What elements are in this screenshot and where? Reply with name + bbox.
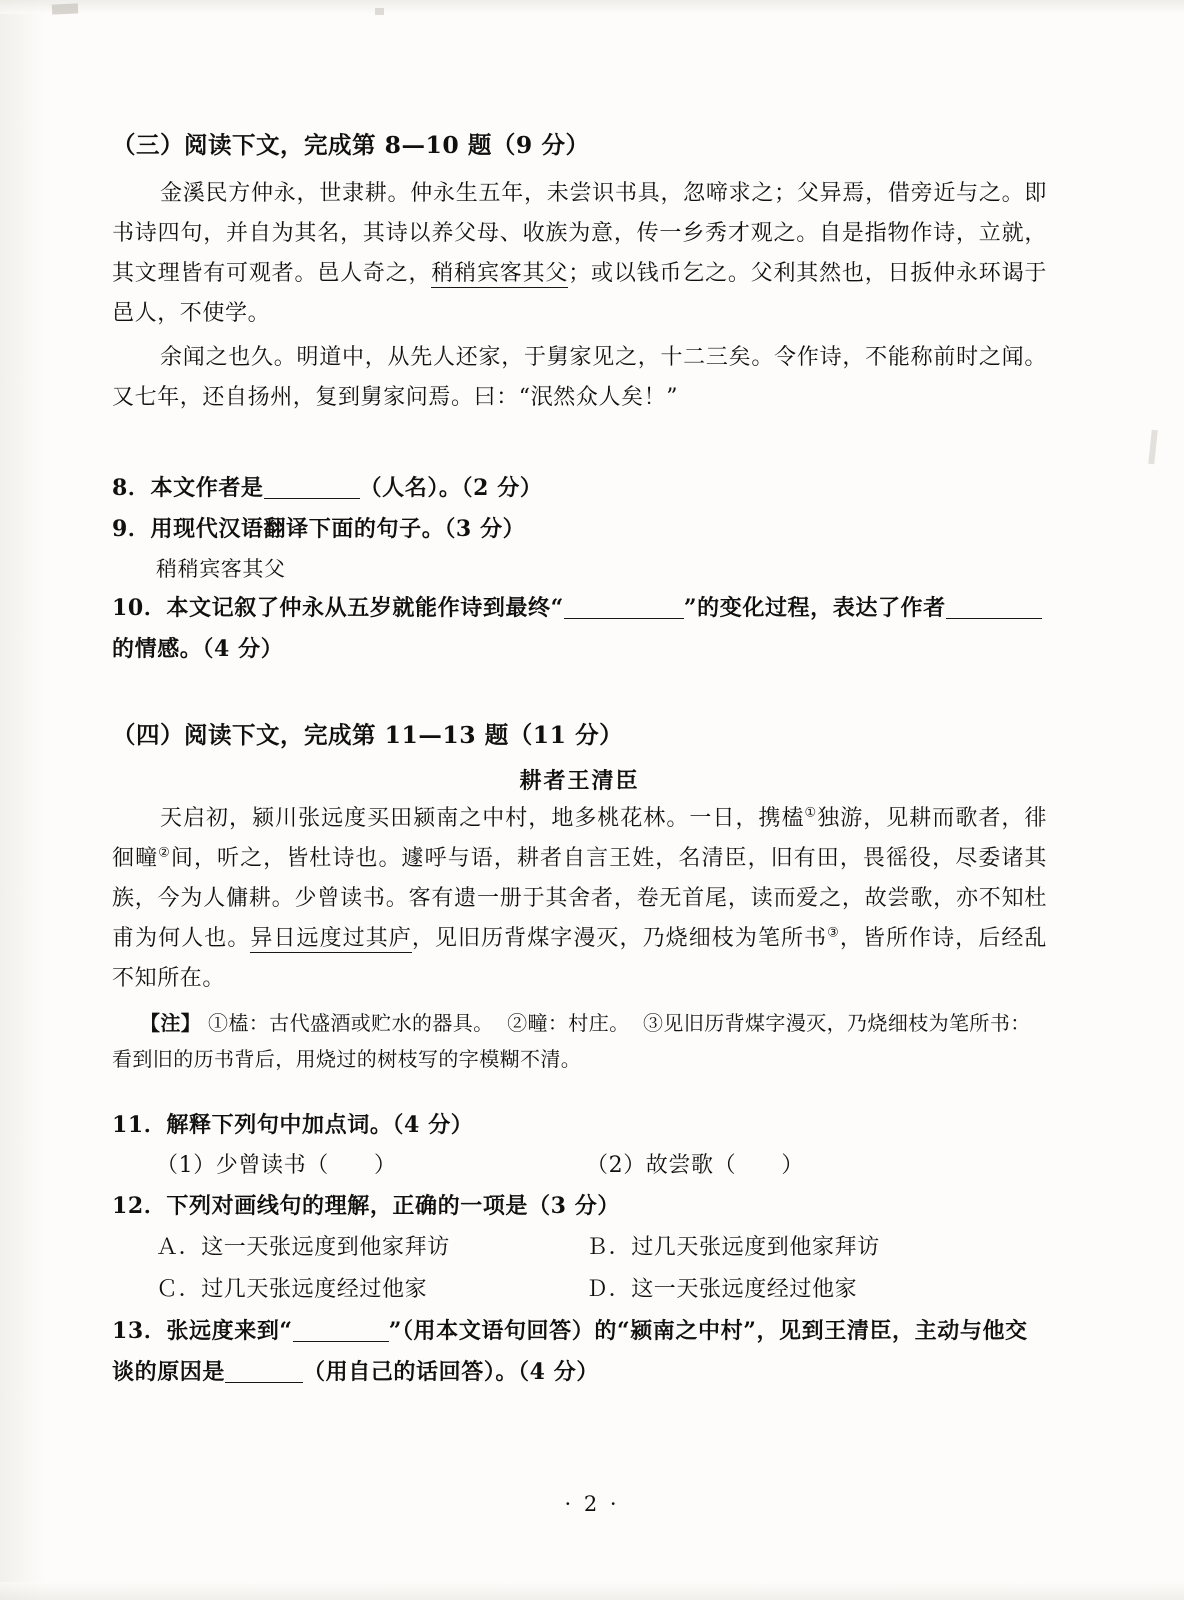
question-9-sentence: 稍稍宾客其父 [156,557,286,581]
choice-c[interactable]: Ｃ．过几天张远度经过他家 [156,1277,428,1302]
scan-artifact [375,8,384,15]
question-8-number: 8． [112,475,151,501]
question-12-choices-row-2 [112,1269,1047,1311]
question-10 [112,588,1047,670]
question-12 [112,1186,1047,1227]
question-13-text: 张远度来到“ [166,1318,293,1344]
question-11-items [112,1146,1047,1186]
question-13-mid: ”（用本文语句回答）的“颍南之中村”，见到王清臣，主动与他交谈的原因是 [112,1318,1028,1385]
choice-d[interactable]: Ｄ．这一天张远度经过他家 [586,1277,858,1302]
question-13 [112,1311,1047,1393]
scan-edge-left [0,0,46,1600]
scan-artifact [1148,430,1158,464]
scan-edge-bottom [0,1582,1184,1600]
section-three-paragraph-2: 余闻之也久。明道中，从先人还家，于舅家见之，十二三矣。令作诗，不能称前时之闻。又七年，还自扬州，复到舅家问焉。曰：“泯然众人矣！” [112,345,1047,410]
section-four-body [112,799,1047,999]
answer-blank[interactable] [264,498,360,499]
scan-artifact [52,3,78,14]
footnote-ref-1: ① [804,805,818,821]
footnote-item-1: ①榼：古代盛酒或贮水的器具。 [207,1011,494,1035]
question-10-text: 本文记叙了仲永从五岁就能作诗到最终“ [166,595,564,621]
body-segment-1: 天启初，颍川张远度买田颍南之中村，地多桃花林。一日，携榼 [160,806,805,831]
underlined-sentence: 异日远度过其庐 [250,926,412,951]
question-10-mid: ”的变化过程，表达了作者 [683,595,946,621]
choice-b[interactable]: Ｂ．过几天张远度到他家拜访 [586,1235,880,1260]
question-11 [112,1105,1047,1146]
page-content [112,126,1047,1393]
question-8 [112,468,1047,509]
question-13-suffix: （用自己的话回答）。（4 分） [303,1359,599,1385]
question-13-number: 13． [112,1318,167,1344]
body-segment-3: 间，听之，皆杜诗也。遽呼与语，耕者自言王姓，名清臣，旧有田，畏徭役，尽委诸其族，今为人傭耕。少曾读书。客有遗一册于其舍者，卷无首尾，读而爱之，故尝歌，亦不知杜甫为何人也。 [112,846,1047,951]
page-number: · 2 · [564,1492,620,1516]
question-8-suffix: （人名）。（2 分） [359,475,543,501]
paragraph-text: 金溪民方仲永，世隶耕。仲永生五年，未尝识书具，忽啼求之；父异焉，借旁近与之。即书诗四句，并自为其名，其诗以养父母、收族为意，传一乡秀才观之。自是指物作诗，立就，其文理皆有可观者。邑人奇之， [112,181,1047,286]
section-three-heading: （三）阅读下文，完成第 8—10 题（9 分） [112,131,590,159]
question-9 [112,509,1047,550]
choice-a[interactable]: Ａ．这一天张远度到他家拜访 [156,1235,450,1260]
footnote-item-3: ③见旧历背煤字漫灭，乃烧细枝为笔所书：看到旧的历书背后，用烧过的树枝写的字模糊不清。 [112,1011,1031,1071]
section-four-heading: （四）阅读下文，完成第 11—13 题（11 分） [112,721,624,749]
footnote-label: 【注】 [140,1011,202,1035]
footnotes [112,1005,1047,1077]
answer-blank[interactable] [946,618,1042,619]
question-10-suffix: 的情感。（4 分） [112,636,284,662]
footnote-item-2: ②疃：村庄。 [507,1011,630,1035]
question-11-text: 解释下列句中加点词。（4 分） [166,1112,474,1138]
answer-blank[interactable] [225,1382,303,1383]
body-segment-4: ，见旧历背煤字漫灭，乃烧细枝为笔所书 [411,926,828,951]
question-9-number: 9． [112,516,151,542]
question-12-choices-row-1 [112,1227,1047,1269]
footnote-ref-2: ② [158,845,171,861]
question-10-number: 10． [112,595,167,621]
body-segment-5: ，皆所作诗，后经乱不知所在。 [112,926,1047,991]
question-9-text: 用现代汉语翻译下面的句子。（3 分） [150,516,526,542]
question-11-number: 11． [112,1112,167,1138]
scan-edge-top [0,0,1184,14]
footnote-ref-3: ③ [827,925,840,941]
underlined-phrase: 稍稍宾客其父 [431,261,569,286]
answer-blank[interactable] [564,618,684,619]
article-title: 耕者王清臣 [519,768,640,794]
question-11-item-2[interactable]: （2）故尝歌（ ） [586,1153,804,1178]
body-segment-2: 独游，见耕而歌者，徘徊疃 [112,806,1047,871]
section-three-paragraph-1 [112,174,1047,334]
question-12-number: 12． [112,1193,167,1219]
question-8-text: 本文作者是 [150,475,264,501]
answer-blank[interactable] [293,1341,389,1342]
paragraph-tail: ；或以钱币乞之。父利其然也，日扳仲永环谒于邑人，不使学。 [112,261,1047,326]
question-12-text: 下列对画线句的理解，正确的一项是（3 分） [166,1193,620,1219]
question-11-item-1[interactable]: （1）少曾读书（ ） [156,1153,397,1178]
